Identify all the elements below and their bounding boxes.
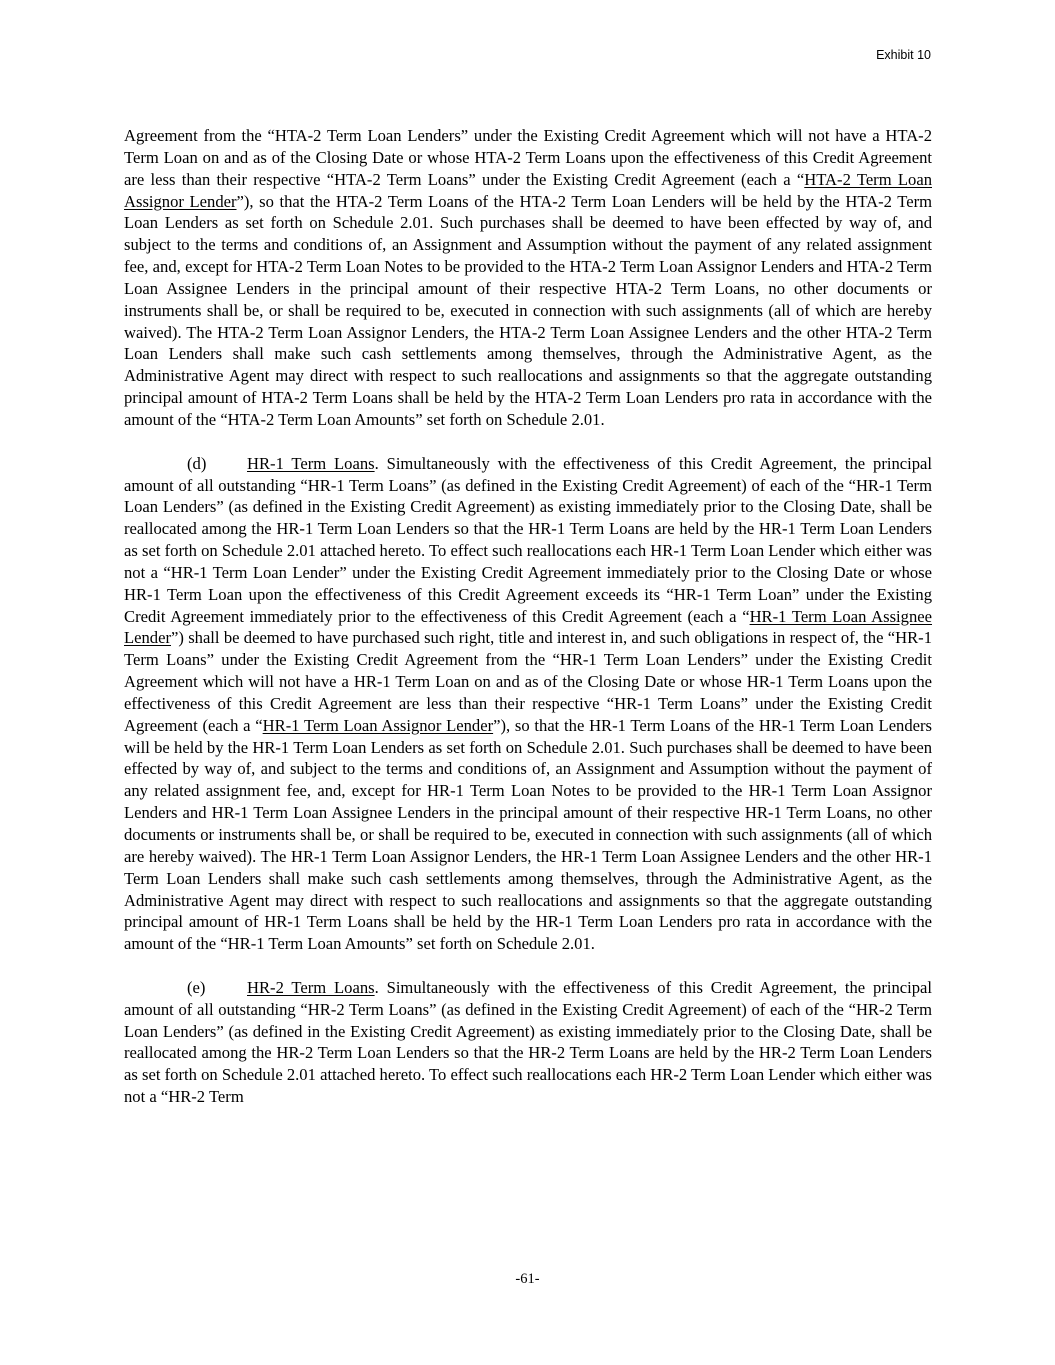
section-label: (e) [187, 977, 206, 997]
defined-term-hta2-assignor: HTA-2 Term Loan Assignor Lender [124, 169, 932, 211]
defined-term-hr1-assignee: HR-1 Term Loan Assignee Lender [124, 606, 932, 648]
defined-term-hr1-assignor: HR-1 Term Loan Assignor Lender [262, 715, 494, 735]
paragraph-text: ”), so that the HR-1 Term Loans of the HR-1 Term Loan Lenders will be held by the HR-1 Term Loan Lenders as set forth on Schedule 2.01. Such purchases shall be deemed to have been effected by way of, and subject to the terms and conditions of, an Assignment and Assumption without the payment of any related assignment fee, and, except for HR-1 Term Loan Notes to be provided to the HR-1 Term Loan Assignor Lenders and HR-1 Term Loan Assignee Lenders in the principal amount of their respective HR-1 Term Loans, no other documents or instruments shall be, or shall be required to be, executed in connection with such assignments (all of which are hereby waived). The HR-1 Term Loan Assignor Lenders, the HR-1 Term Loan Assignee Lenders and the other HR-1 Term Loan Lenders shall make such cash settlements among themselves, through the Administrative Agent, as the Administrative Agent may direct with respect to such reallocations and assignments so that the aggregate outstanding principal amount of HR-1 Term Loans shall be held by the HR-1 Term Loan Lenders pro rata in accordance with the amount of the “HR-1 Term Loan Amounts” set forth on Schedule 2.01. [124, 715, 932, 954]
section-heading: HR-1 Term Loans [247, 453, 375, 473]
section-heading: HR-2 Term Loans [247, 977, 375, 997]
paragraph-text: . Simultaneously with the effectiveness of this Credit Agreement, the principal amount of all outstanding “HR-2 Term Loans” (as defined in the Existing Credit Agreement) of each of the “HR-2 Term Loan Lenders” (as defined in the Existing Credit Agreement) as existing immediately prior to the Closing Date, shall be reallocated among the HR-2 Term Loan Lenders so that the HR-2 Term Loans are held by the HR-2 Term Loan Lenders as set forth on Schedule 2.01 attached hereto. To effect such reallocations each HR-2 Term Loan Lender which either was not a “HR-2 Term [124, 977, 932, 1107]
section-label: (d) [187, 453, 207, 473]
exhibit-label: Exhibit 10 [876, 48, 931, 62]
paragraph-c-continued [124, 125, 932, 431]
page-number: -61- [515, 1271, 540, 1287]
paragraph-text: Agreement from the “HTA-2 Term Loan Lenders” under the Existing Credit Agreement which will not have a HTA-2 Term Loan on and as of the Closing Date or whose HTA-2 Term Loans upon the effectiveness of this Credit Agreement are less than their respective “HTA-2 Term Loans” under the Existing Credit Agreement (each a “ [124, 126, 932, 189]
paragraph-text: . Simultaneously with the effectiveness of this Credit Agreement, the principal amount of all outstanding “HR-1 Term Loans” (as defined in the Existing Credit Agreement) of each of the “HR-1 Term Loan Lenders” (as defined in the Existing Credit Agreement) as existing immediately prior to the Closing Date, shall be reallocated among the HR-1 Term Loan Lenders so that the HR-1 Term Loans are held by the HR-1 Term Loan Lenders as set forth on Schedule 2.01 attached hereto. To effect such reallocations each HR-1 Term Loan Lender which either was not a “HR-1 Term Loan Lender” under the Existing Credit Agreement immediately prior to the Closing Date or whose HR-1 Term Loan upon the effectiveness of this Credit Agreement exceeds its “HR-1 Term Loan” under the Existing Credit Agreement immediately prior to the effectiveness of this Credit Agreement (each a “ [124, 453, 932, 626]
paragraph-text: ”), so that the HTA-2 Term Loans of the HTA-2 Term Loan Lenders will be held by the HTA-2 Term Loan Lenders as set forth on Schedule 2.01. Such purchases shall be deemed to have been effected by way of, and subject to the terms and conditions of, an Assignment and Assumption without the payment of any related assignment fee, and, except for HTA-2 Term Loan Notes to be provided to the HTA-2 Term Loan Assignor Lenders and HTA-2 Term Loan Assignee Lenders in the principal amount of their respective HTA-2 Term Loans, no other documents or instruments shall be, or shall be required to be, executed in connection with such assignments (all of which are hereby waived). The HTA-2 Term Loan Assignor Lenders, the HTA-2 Term Loan Assignee Lenders and the other HTA-2 Term Loan Lenders shall make such cash settlements among themselves, through the Administrative Agent, as the Administrative Agent may direct with respect to such reallocations and assignments so that the aggregate outstanding principal amount of HTA-2 Term Loans shall be held by the HTA-2 Term Loan Lenders pro rata in accordance with the amount of the “HTA-2 Term Loan Amounts” set forth on Schedule 2.01. [124, 191, 932, 429]
section-e [124, 977, 932, 1108]
document-body [124, 125, 932, 1130]
paragraph-text: ”) shall be deemed to have purchased such right, title and interest in, and such obligations in respect of, the “HR-1 Term Loans” under the Existing Credit Agreement from the “HR-1 Term Loan Lenders” under the Existing Credit Agreement which will not have a HR-1 Term Loan on and as of the Closing Date or whose HR-1 Term Loans upon the effectiveness of this Credit Agreement are less than their respective “HR-1 Term Loans” under the Existing Credit Agreement (each a “ [124, 628, 932, 735]
section-d [124, 453, 932, 955]
